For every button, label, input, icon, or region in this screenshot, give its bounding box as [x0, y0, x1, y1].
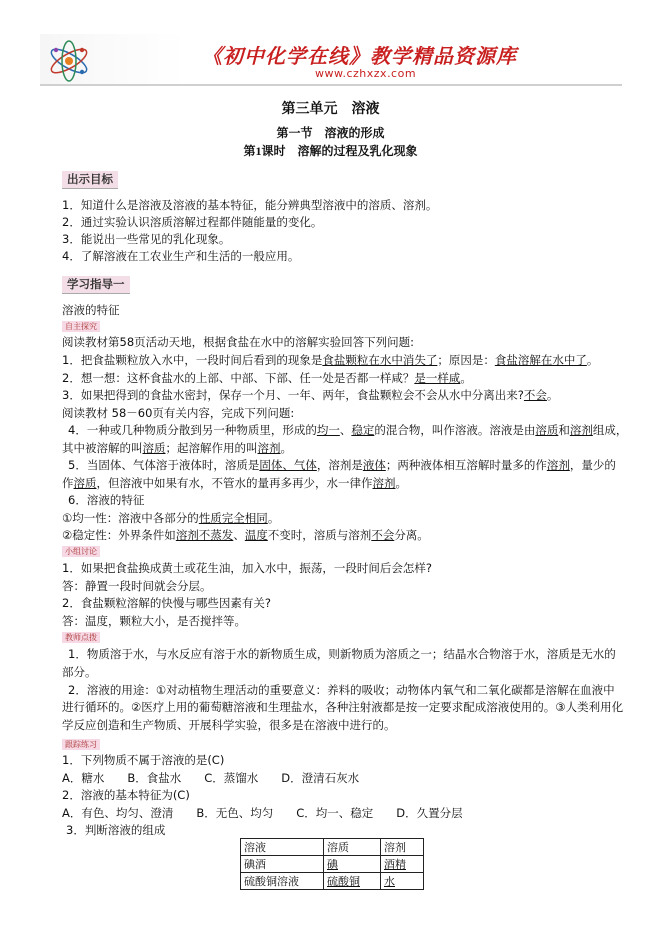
practice-tag: 跟踪练习	[62, 739, 100, 750]
teacher-note: 2．溶液的用途：①对动植物生理活动的重要意义：养料的吸收；动物体内氧气和二氧化碳都是溶解在血液中	[68, 683, 615, 697]
table-cell: 酒精	[381, 856, 424, 873]
question-5: 5．当固体、气体溶于液体时，溶质是固体、气体，溶剂是液体；两种液体相互溶解时量多的作溶剂，量少的	[68, 458, 616, 472]
banner-url: www.czhxzx.com	[315, 67, 417, 80]
study-heading: 溶液的特征	[62, 303, 120, 317]
practice-question: 3．判断溶液的组成	[66, 823, 166, 837]
question-3: 3．如果把得到的食盐水密封，保存一个月、一年、两年，食盐颗粒会不会从水中分离出来?不会。	[62, 388, 559, 402]
table-cell: 碘酒	[241, 856, 324, 873]
table-header-row	[241, 839, 424, 856]
lesson-title: 第1课时 溶解的过程及乳化现象	[243, 144, 418, 158]
table-header-cell: 溶剂	[381, 839, 424, 856]
table-row	[241, 856, 424, 873]
group-answer: 答：静置一段时间就会分层。	[62, 579, 212, 593]
table-header-cell: 溶液	[241, 839, 324, 856]
practice-options: A．有色、均匀、澄清 B．无色、均匀 C．均一、稳定 D．久置分层	[62, 806, 463, 820]
goal-item: 3．能说出一些常见的乳化现象。	[62, 232, 231, 246]
banner-title: 《初中化学在线》教学精品资源库	[202, 44, 517, 68]
goal-item: 2．通过实验认识溶质溶解过程都伴随能量的变化。	[62, 215, 323, 229]
self-study-tag: 自主探究	[62, 321, 100, 332]
solution-composition-table	[240, 838, 424, 890]
group-tag: 小组讨论	[62, 546, 100, 557]
question-2: 2．想一想：这杯食盐水的上部、中部、下部、任一处是否都一样咸？是一样咸。	[62, 371, 472, 385]
teacher-note: 部分。	[62, 665, 97, 679]
atom-logo-icon	[46, 38, 92, 84]
feature-stability: ②稳定性：外界条件如溶剂不蒸发、温度不变时，溶质与溶剂不会分离。	[62, 528, 429, 542]
teacher-note: 进行循环的。②医疗上用的葡萄糖溶液和生理盐水，各种注射液都是按一定要求配成溶液使用的。③人类利用化	[62, 700, 624, 714]
unit-title: 第三单元 溶液	[281, 102, 380, 117]
question-4: 4．一种或几种物质分散到另一种物质里，形成的均一、稳定的混合物，叫作溶液。溶液是由溶质和溶剂组成，	[68, 423, 628, 437]
teacher-note: 学反应创造和生产物质、开展科学实验，很多是在溶液中进行的。	[62, 718, 396, 732]
group-answer: 答：温度，颗粒大小，是否搅拌等。	[62, 614, 246, 628]
goal-tag: 出示目标	[62, 171, 118, 188]
table-cell: 硫酸铜溶液	[241, 873, 324, 890]
question-4-cont: 其中被溶解的叫溶质；起溶解作用的叫溶剂。	[62, 441, 292, 455]
practice-options: A．糖水 B．食盐水 C．蒸馏水 D．澄清石灰水	[62, 771, 360, 785]
header-banner	[40, 34, 622, 86]
practice-question: 1．下列物质不属于溶液的是(C)	[62, 753, 225, 767]
reading-instruction: 阅读教材第58页活动天地，根据食盐在水中的溶解实验回答下列问题:	[62, 335, 415, 349]
table-header-cell: 溶质	[324, 839, 381, 856]
table-cell: 硫酸铜	[324, 873, 381, 890]
group-question: 1．如果把食盐换成黄土或花生油，加入水中，振荡，一段时间后会怎样?	[62, 561, 432, 575]
teacher-tag: 教师点拨	[62, 632, 100, 643]
practice-question: 2．溶液的基本特征为(C)	[62, 788, 190, 802]
table-row	[241, 873, 424, 890]
group-question: 2．食盐颗粒溶解的快慢与哪些因素有关?	[62, 596, 271, 610]
goal-item: 4．了解溶液在工农业生产和生活的一般应用。	[62, 249, 300, 263]
question-5-cont: 作溶质，但溶液中如果有水，不管水的量再多再少，水一律作溶剂。	[62, 476, 407, 490]
table-cell: 水	[381, 873, 424, 890]
question-6: 6．溶液的特征	[68, 493, 145, 507]
section-title: 第一节 溶液的形成	[276, 126, 385, 140]
banner-divider	[40, 84, 622, 86]
goal-item: 1．知道什么是溶液及溶液的基本特征，能分辨典型溶液中的溶质、溶剂。	[62, 198, 438, 212]
question-1: 1．把食盐颗粒放入水中，一段时间后看到的现象是食盐颗粒在水中消失了；原因是：食盐溶解在水中了。	[62, 353, 599, 367]
guide-tag: 学习指导一	[62, 276, 130, 293]
teacher-note: 1．物质溶于水，与水反应有溶于水的新物质生成，则新物质为溶质之一；结晶水合物溶于水，溶质是无水的	[68, 647, 616, 661]
table-cell: 碘	[324, 856, 381, 873]
reading-instruction-2: 阅读教材 58－60页有关内容，完成下列问题:	[62, 406, 295, 420]
feature-uniformity: ①均一性：溶液中各部分的性质完全相同。	[62, 511, 280, 525]
